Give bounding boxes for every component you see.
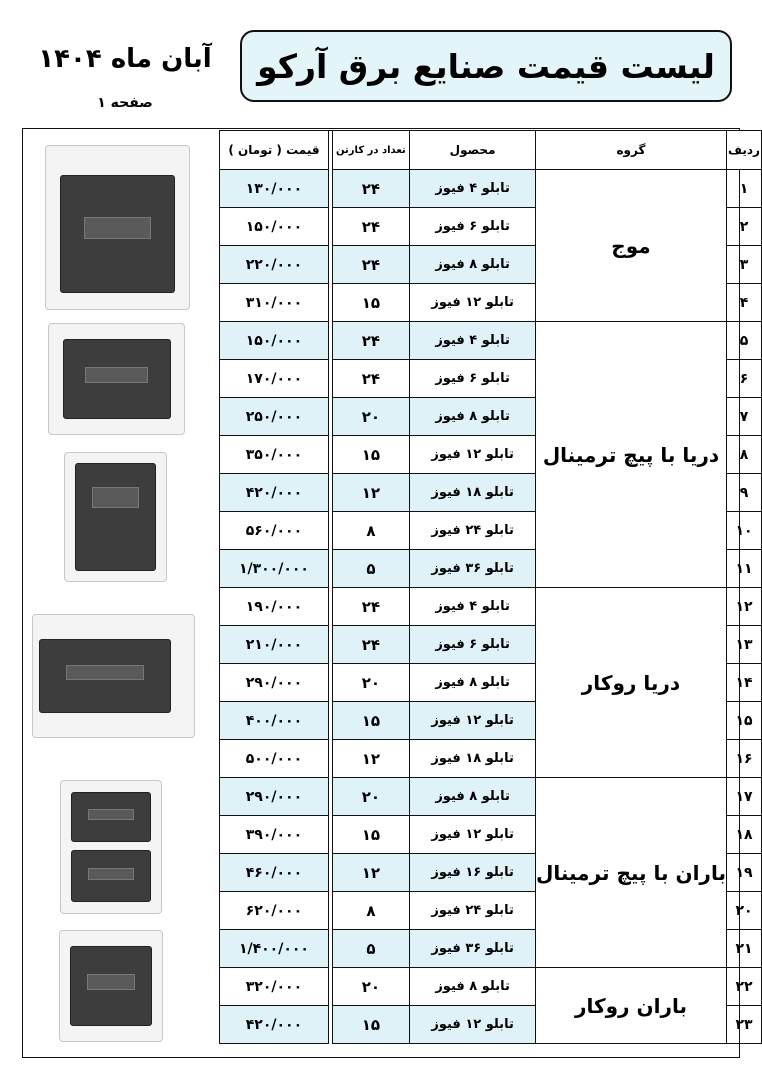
column-gap-cell bbox=[328, 170, 332, 208]
price-cell: ۳۹۰/۰۰۰ bbox=[220, 816, 329, 854]
product-photo-moj bbox=[45, 145, 190, 310]
price-cell: ۴۲۰/۰۰۰ bbox=[220, 474, 329, 512]
price-cell: ۵۰۰/۰۰۰ bbox=[220, 740, 329, 778]
quantity-cell: ۲۰ bbox=[332, 398, 410, 436]
product-cell: تابلو ۶ فیوز bbox=[410, 208, 536, 246]
product-cell: تابلو ۱۸ فیوز bbox=[410, 740, 536, 778]
row-number-cell: ۴ bbox=[726, 284, 761, 322]
row-number-cell: ۱۰ bbox=[726, 512, 761, 550]
price-cell: ۶۲۰/۰۰۰ bbox=[220, 892, 329, 930]
column-gap-cell bbox=[328, 1006, 332, 1044]
row-number-cell: ۷ bbox=[726, 398, 761, 436]
price-cell: ۲۵۰/۰۰۰ bbox=[220, 398, 329, 436]
row-number-cell: ۱۱ bbox=[726, 550, 761, 588]
column-gap-cell bbox=[328, 398, 332, 436]
price-cell: ۵۶۰/۰۰۰ bbox=[220, 512, 329, 550]
column-header-group: گروه bbox=[535, 131, 726, 170]
product-photo-darya-large bbox=[64, 452, 167, 582]
product-photo-baran-double bbox=[60, 780, 162, 914]
row-number-cell: ۲۲ bbox=[726, 968, 761, 1006]
column-gap-cell bbox=[328, 816, 332, 854]
row-number-cell: ۱۴ bbox=[726, 664, 761, 702]
column-gap-cell bbox=[328, 512, 332, 550]
column-header-product: محصول bbox=[410, 131, 536, 170]
column-gap-cell bbox=[328, 740, 332, 778]
quantity-cell: ۱۲ bbox=[332, 474, 410, 512]
product-cell: تابلو ۶ فیوز bbox=[410, 360, 536, 398]
price-cell: ۳۱۰/۰۰۰ bbox=[220, 284, 329, 322]
column-gap-cell bbox=[328, 626, 332, 664]
page-number: صفحه ۱ bbox=[97, 95, 153, 111]
quantity-cell: ۲۴ bbox=[332, 170, 410, 208]
quantity-cell: ۲۰ bbox=[332, 778, 410, 816]
row-number-cell: ۶ bbox=[726, 360, 761, 398]
row-number-cell: ۸ bbox=[726, 436, 761, 474]
product-cell: تابلو ۱۲ فیوز bbox=[410, 284, 536, 322]
column-gap-cell bbox=[328, 208, 332, 246]
product-cell: تابلو ۸ فیوز bbox=[410, 778, 536, 816]
row-number-cell: ۳ bbox=[726, 246, 761, 284]
product-cell: تابلو ۳۶ فیوز bbox=[410, 550, 536, 588]
product-cell: تابلو ۴ فیوز bbox=[410, 322, 536, 360]
column-gap-cell bbox=[328, 474, 332, 512]
column-gap-cell bbox=[328, 968, 332, 1006]
price-cell: ۱۵۰/۰۰۰ bbox=[220, 208, 329, 246]
row-number-cell: ۱۷ bbox=[726, 778, 761, 816]
page-title: لیست قیمت صنایع برق آرکو bbox=[257, 46, 715, 86]
table-row bbox=[220, 778, 762, 816]
product-cell: تابلو ۶ فیوز bbox=[410, 626, 536, 664]
column-gap-cell bbox=[328, 436, 332, 474]
column-gap-cell bbox=[328, 892, 332, 930]
quantity-cell: ۲۴ bbox=[332, 588, 410, 626]
group-name-cell: دریا با پیچ ترمینال bbox=[535, 322, 726, 588]
product-photo-darya-small bbox=[48, 323, 185, 435]
column-header-quantity: تعداد در کارتن bbox=[332, 131, 410, 170]
row-number-cell: ۲۱ bbox=[726, 930, 761, 968]
quantity-cell: ۲۰ bbox=[332, 968, 410, 1006]
product-cell: تابلو ۳۶ فیوز bbox=[410, 930, 536, 968]
quantity-cell: ۵ bbox=[332, 550, 410, 588]
column-gap-cell bbox=[328, 550, 332, 588]
quantity-cell: ۲۴ bbox=[332, 208, 410, 246]
quantity-cell: ۱۵ bbox=[332, 816, 410, 854]
row-number-cell: ۲۰ bbox=[726, 892, 761, 930]
price-cell: ۴۰۰/۰۰۰ bbox=[220, 702, 329, 740]
column-gap-cell bbox=[328, 930, 332, 968]
table-row bbox=[220, 968, 762, 1006]
table-body bbox=[220, 170, 762, 1044]
quantity-cell: ۱۲ bbox=[332, 854, 410, 892]
price-cell: ۱۵۰/۰۰۰ bbox=[220, 322, 329, 360]
product-cell: تابلو ۱۲ فیوز bbox=[410, 436, 536, 474]
column-gap-cell bbox=[328, 322, 332, 360]
price-cell: ۲۲۰/۰۰۰ bbox=[220, 246, 329, 284]
price-cell: ۳۲۰/۰۰۰ bbox=[220, 968, 329, 1006]
row-number-cell: ۱۸ bbox=[726, 816, 761, 854]
group-name-cell: باران با پیچ ترمینال bbox=[535, 778, 726, 968]
quantity-cell: ۲۰ bbox=[332, 664, 410, 702]
quantity-cell: ۱۲ bbox=[332, 740, 410, 778]
column-header-price: قیمت ( تومان ) bbox=[220, 131, 329, 170]
column-gap-cell bbox=[328, 284, 332, 322]
table-row bbox=[220, 170, 762, 208]
row-number-cell: ۱۵ bbox=[726, 702, 761, 740]
column-gap-cell bbox=[328, 702, 332, 740]
product-cell: تابلو ۲۴ فیوز bbox=[410, 512, 536, 550]
product-cell: تابلو ۱۲ فیوز bbox=[410, 816, 536, 854]
price-table bbox=[219, 130, 762, 1044]
product-photo-darya-rokar bbox=[32, 614, 195, 738]
column-gap-cell bbox=[328, 360, 332, 398]
quantity-cell: ۱۵ bbox=[332, 702, 410, 740]
column-gap-cell bbox=[328, 778, 332, 816]
table-header-row bbox=[220, 131, 762, 170]
row-number-cell: ۱۲ bbox=[726, 588, 761, 626]
quantity-cell: ۲۴ bbox=[332, 360, 410, 398]
quantity-cell: ۱۵ bbox=[332, 1006, 410, 1044]
quantity-cell: ۸ bbox=[332, 512, 410, 550]
column-gap bbox=[328, 131, 332, 170]
product-cell: تابلو ۸ فیوز bbox=[410, 664, 536, 702]
product-cell: تابلو ۴ فیوز bbox=[410, 170, 536, 208]
row-number-cell: ۲۳ bbox=[726, 1006, 761, 1044]
column-header-row-number: ردیف bbox=[726, 131, 761, 170]
product-photo-baran-rokar bbox=[59, 930, 163, 1042]
title-banner bbox=[240, 30, 732, 102]
quantity-cell: ۱۵ bbox=[332, 436, 410, 474]
row-number-cell: ۵ bbox=[726, 322, 761, 360]
price-cell: ۴۲۰/۰۰۰ bbox=[220, 1006, 329, 1044]
row-number-cell: ۱۳ bbox=[726, 626, 761, 664]
quantity-cell: ۲۴ bbox=[332, 626, 410, 664]
group-name-cell: موج bbox=[535, 170, 726, 322]
price-cell: ۲۹۰/۰۰۰ bbox=[220, 778, 329, 816]
price-cell: ۲۹۰/۰۰۰ bbox=[220, 664, 329, 702]
price-cell: ۱۹۰/۰۰۰ bbox=[220, 588, 329, 626]
product-cell: تابلو ۱۲ فیوز bbox=[410, 702, 536, 740]
price-cell: ۲۱۰/۰۰۰ bbox=[220, 626, 329, 664]
date-label: آبان ماه ۱۴۰۴ bbox=[38, 44, 212, 74]
row-number-cell: ۱۶ bbox=[726, 740, 761, 778]
group-name-cell: دریا روکار bbox=[535, 588, 726, 778]
price-cell: ۱/۴۰۰/۰۰۰ bbox=[220, 930, 329, 968]
quantity-cell: ۸ bbox=[332, 892, 410, 930]
product-cell: تابلو ۱۸ فیوز bbox=[410, 474, 536, 512]
quantity-cell: ۱۵ bbox=[332, 284, 410, 322]
price-cell: ۳۵۰/۰۰۰ bbox=[220, 436, 329, 474]
column-gap-cell bbox=[328, 588, 332, 626]
row-number-cell: ۱ bbox=[726, 170, 761, 208]
product-cell: تابلو ۴ فیوز bbox=[410, 588, 536, 626]
row-number-cell: ۹ bbox=[726, 474, 761, 512]
price-cell: ۴۶۰/۰۰۰ bbox=[220, 854, 329, 892]
column-gap-cell bbox=[328, 854, 332, 892]
price-cell: ۱۳۰/۰۰۰ bbox=[220, 170, 329, 208]
group-name-cell: باران روکار bbox=[535, 968, 726, 1044]
product-cell: تابلو ۲۴ فیوز bbox=[410, 892, 536, 930]
quantity-cell: ۲۴ bbox=[332, 246, 410, 284]
price-cell: ۱/۳۰۰/۰۰۰ bbox=[220, 550, 329, 588]
product-cell: تابلو ۱۲ فیوز bbox=[410, 1006, 536, 1044]
column-gap-cell bbox=[328, 246, 332, 284]
column-gap-cell bbox=[328, 664, 332, 702]
price-cell: ۱۷۰/۰۰۰ bbox=[220, 360, 329, 398]
table-row bbox=[220, 588, 762, 626]
row-number-cell: ۱۹ bbox=[726, 854, 761, 892]
quantity-cell: ۲۴ bbox=[332, 322, 410, 360]
product-cell: تابلو ۸ فیوز bbox=[410, 398, 536, 436]
product-cell: تابلو ۱۶ فیوز bbox=[410, 854, 536, 892]
table-row bbox=[220, 322, 762, 360]
product-cell: تابلو ۸ فیوز bbox=[410, 246, 536, 284]
product-cell: تابلو ۸ فیوز bbox=[410, 968, 536, 1006]
quantity-cell: ۵ bbox=[332, 930, 410, 968]
row-number-cell: ۲ bbox=[726, 208, 761, 246]
